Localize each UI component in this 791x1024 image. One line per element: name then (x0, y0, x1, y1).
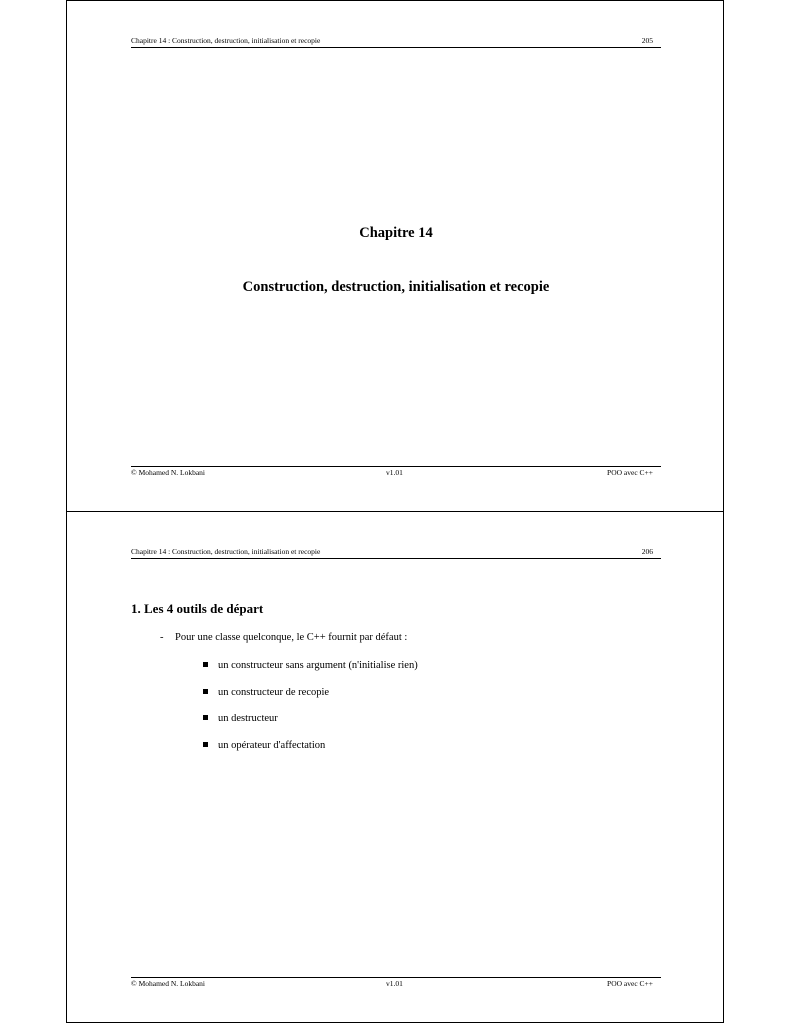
page-footer (131, 977, 661, 988)
square-bullet-icon (203, 742, 208, 747)
list-item-text: un opérateur d'affectation (218, 739, 326, 751)
slide-206 (66, 511, 724, 1023)
list-item (203, 686, 418, 713)
square-bullet-icon (203, 715, 208, 720)
page-number: 205 (641, 36, 653, 45)
list-item (203, 739, 418, 766)
header-title: Chapitre 14 : Construction, destruction, initialisation et recopie (131, 547, 321, 556)
footer-course: POO avec C++ (607, 979, 653, 988)
list-item-text: un constructeur sans argument (n'initialise rien) (218, 660, 418, 671)
square-bullet-icon (203, 662, 208, 667)
chapter-title: Construction, destruction, initialisation et recopie (242, 279, 550, 295)
square-bullet-icon (203, 689, 208, 694)
page-number: 206 (641, 547, 653, 556)
chapter-number-text: Chapitre 14 (359, 225, 433, 241)
chapter-number (67, 225, 725, 242)
footer-version: v1.01 (386, 979, 403, 988)
footer-course: POO avec C++ (607, 468, 653, 477)
footer-author: © Mohamed N. Lokbani (131, 468, 206, 477)
page-footer (131, 466, 661, 477)
dash-marker: - (160, 632, 164, 643)
footer-version: v1.01 (386, 468, 403, 477)
list-item-text: un constructeur de recopie (218, 686, 330, 698)
list-item (203, 712, 418, 739)
intro-text: Pour une classe quelconque, le C++ fournit par défaut : (175, 632, 408, 643)
list-item (203, 659, 418, 686)
intro-line (160, 632, 407, 643)
list-item-text: un destructeur (218, 713, 278, 724)
bullet-list (203, 659, 418, 765)
page-header (131, 547, 661, 559)
page-header (131, 36, 661, 48)
footer-author: © Mohamed N. Lokbani (131, 979, 206, 988)
section-heading: 1. Les 4 outils de départ (131, 601, 264, 616)
slide-205 (66, 0, 724, 512)
header-title: Chapitre 14 : Construction, destruction, initialisation et recopie (131, 36, 321, 45)
